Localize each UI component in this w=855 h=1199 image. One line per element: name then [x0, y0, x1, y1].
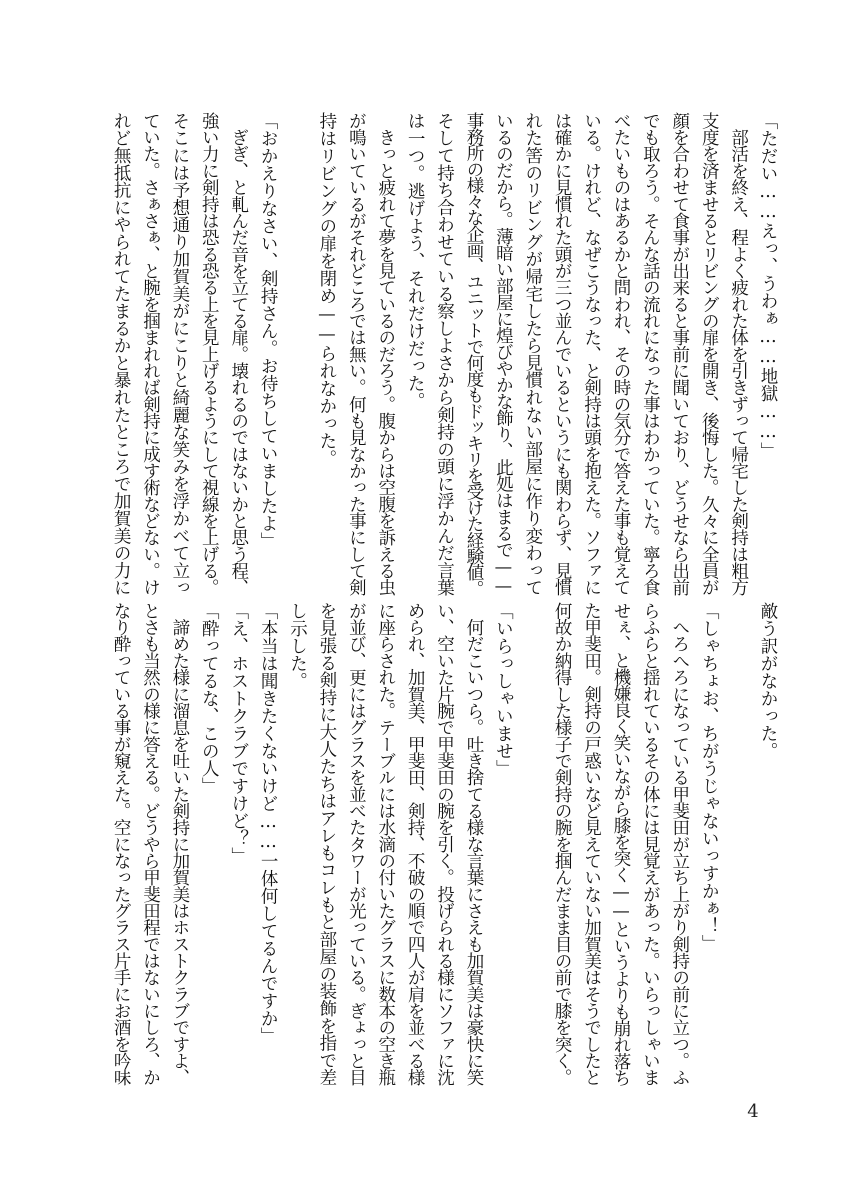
- text-line: 部活を終え、程よく疲れた体を引きずって帰宅した剣持は粗方: [728, 112, 749, 596]
- text-line: [517, 602, 546, 1086]
- text-line: ぎぎ、と軋んだ音を立てる扉。壊れるのではないかと思う程、: [228, 112, 249, 596]
- text-line: [723, 602, 752, 1086]
- text-line: とさも当然の様に答える。どうやら甲斐田程ではないにしろ、か: [140, 602, 161, 1086]
- text-line: きっと疲れて夢を見ているのだろう。腹からは空腹を訴える虫: [375, 112, 396, 596]
- text-line: 何だこいつら。吐き捨てる様な言葉にさえも加賀美は豪快に笑: [463, 602, 484, 1086]
- text-line: いる。けれど、なぜこうなった、と剣持は頭を抱えた。ソファに: [581, 112, 602, 596]
- text-line: いるのだから。薄暗い部屋に煌びやかな飾り、此処はまるで——: [493, 112, 514, 596]
- text-line: に座らされた。テーブルには水滴の付いたグラスに数本の空き瓶: [375, 602, 396, 1086]
- text-line: 「ただい……えっ、うわぁ……地獄……」: [758, 112, 778, 460]
- text-line: が並び、更にはグラスを並べたタワーが光っている。ぎょっと目: [346, 602, 367, 1086]
- text-line: た甲斐田。剣持の戸惑いなど見えていない加賀美はそうでしたと: [581, 602, 602, 1086]
- text-line: 強い力に剣持は恐る恐る上を見上げるようにして視線を上げる。: [199, 112, 220, 596]
- text-line: 支度を済ませるとリビングの扉を開き、後悔した。久々に全員が: [699, 112, 720, 596]
- text-line: は確かに見慣れた頭が三つ並んでいるというにも関わらず、見慣: [552, 112, 573, 596]
- text-line: [282, 112, 311, 596]
- text-line: を見張る剣持に大人たちはアレもコレもと部屋の装飾を指で差: [316, 602, 337, 1087]
- text-line: ていた。さぁさぁ、と腕を掴まれれば剣持に成す術などない。け: [140, 112, 161, 596]
- text-line: は一つ。逃げよう、それだけだった。: [405, 112, 426, 410]
- text-line: べたいものはあるかと問われ、その時の気分で答えた事も覚えて: [610, 112, 631, 596]
- text-line: 「おかえりなさい、剣持さん。お待ちしていましたよ」: [258, 112, 279, 550]
- text-line: い、空いた片腕で甲斐田の腕を引く。投げられる様にソファに沈: [434, 602, 455, 1086]
- text-line: められ、加賀美、甲斐田、剣持、不破の順で四人が肩を並べる様: [405, 602, 426, 1086]
- text-line: 「酔ってるな、この人」: [199, 602, 220, 795]
- page-number: 4: [747, 1101, 759, 1122]
- text-block-top: [111, 112, 782, 597]
- text-line: そして持ち合わせている察しよさから剣持の頭に浮かんだ言葉: [434, 112, 455, 597]
- text-line: 「本当は聞きたくないけど……一体何してるんですか」: [258, 602, 279, 1045]
- text-line: 顔を合わせて食事が出来ると事前に聞いており、どうせなら出前: [669, 112, 690, 596]
- text-line: 「いらっしゃいませ」: [493, 602, 514, 777]
- text-line: れた筈のリビングが帰宅したら見慣れない部屋に作り変わって: [522, 112, 543, 597]
- text-line: れど無抵抗にやられてたまるかと暴れたところで加賀美の力に: [111, 112, 132, 597]
- text-line: 「しゃちょお、ちがうじゃないっすかぁ！」: [699, 602, 720, 952]
- text-line: 何故か納得した様子で剣持の腕を掴んだまま目の前で膝を突く。: [552, 602, 573, 1086]
- text-line: せぇ、と機嫌良く笑いながら膝を突く——というよりも崩れ落ち: [610, 602, 631, 1086]
- text-line: 敵う訳がなかった。: [758, 602, 778, 760]
- text-line: が鳴いているがそれどころでは無い。何も見なかった事にして剣: [346, 112, 367, 596]
- text-line: 諦めた様に溜息を吐いた剣持に加賀美はホストクラブですよ、: [169, 602, 190, 1086]
- text-line: し示した。: [287, 602, 308, 690]
- text-line: なり酔っている事が窺えた。空になったグラス片手にお酒を吟味: [111, 602, 132, 1086]
- text-line: へろへろになっている甲斐田が立ち上がり剣持の前に立つ。ふ: [669, 602, 690, 1086]
- text-line: 事務所の様々な企画、ユニットで何度もドッキリを受けた経験値。: [463, 112, 484, 597]
- text-line: でも取ろう。そんな話の流れになった事はわかっていた。寧ろ食: [640, 112, 661, 596]
- text-line: そこには予想通り加賀美がにこりと綺麗な笑みを浮かべて立っ: [169, 112, 190, 597]
- text-block-bottom: [111, 602, 782, 1087]
- text-line: らふらと揺れているその体には見覚えがあった。いらっしゃいま: [640, 602, 661, 1086]
- text-line: 持はリビングの扉を閉め——られなかった。: [316, 112, 337, 467]
- text-line: 「え、ホストクラブですけど？」: [228, 602, 249, 865]
